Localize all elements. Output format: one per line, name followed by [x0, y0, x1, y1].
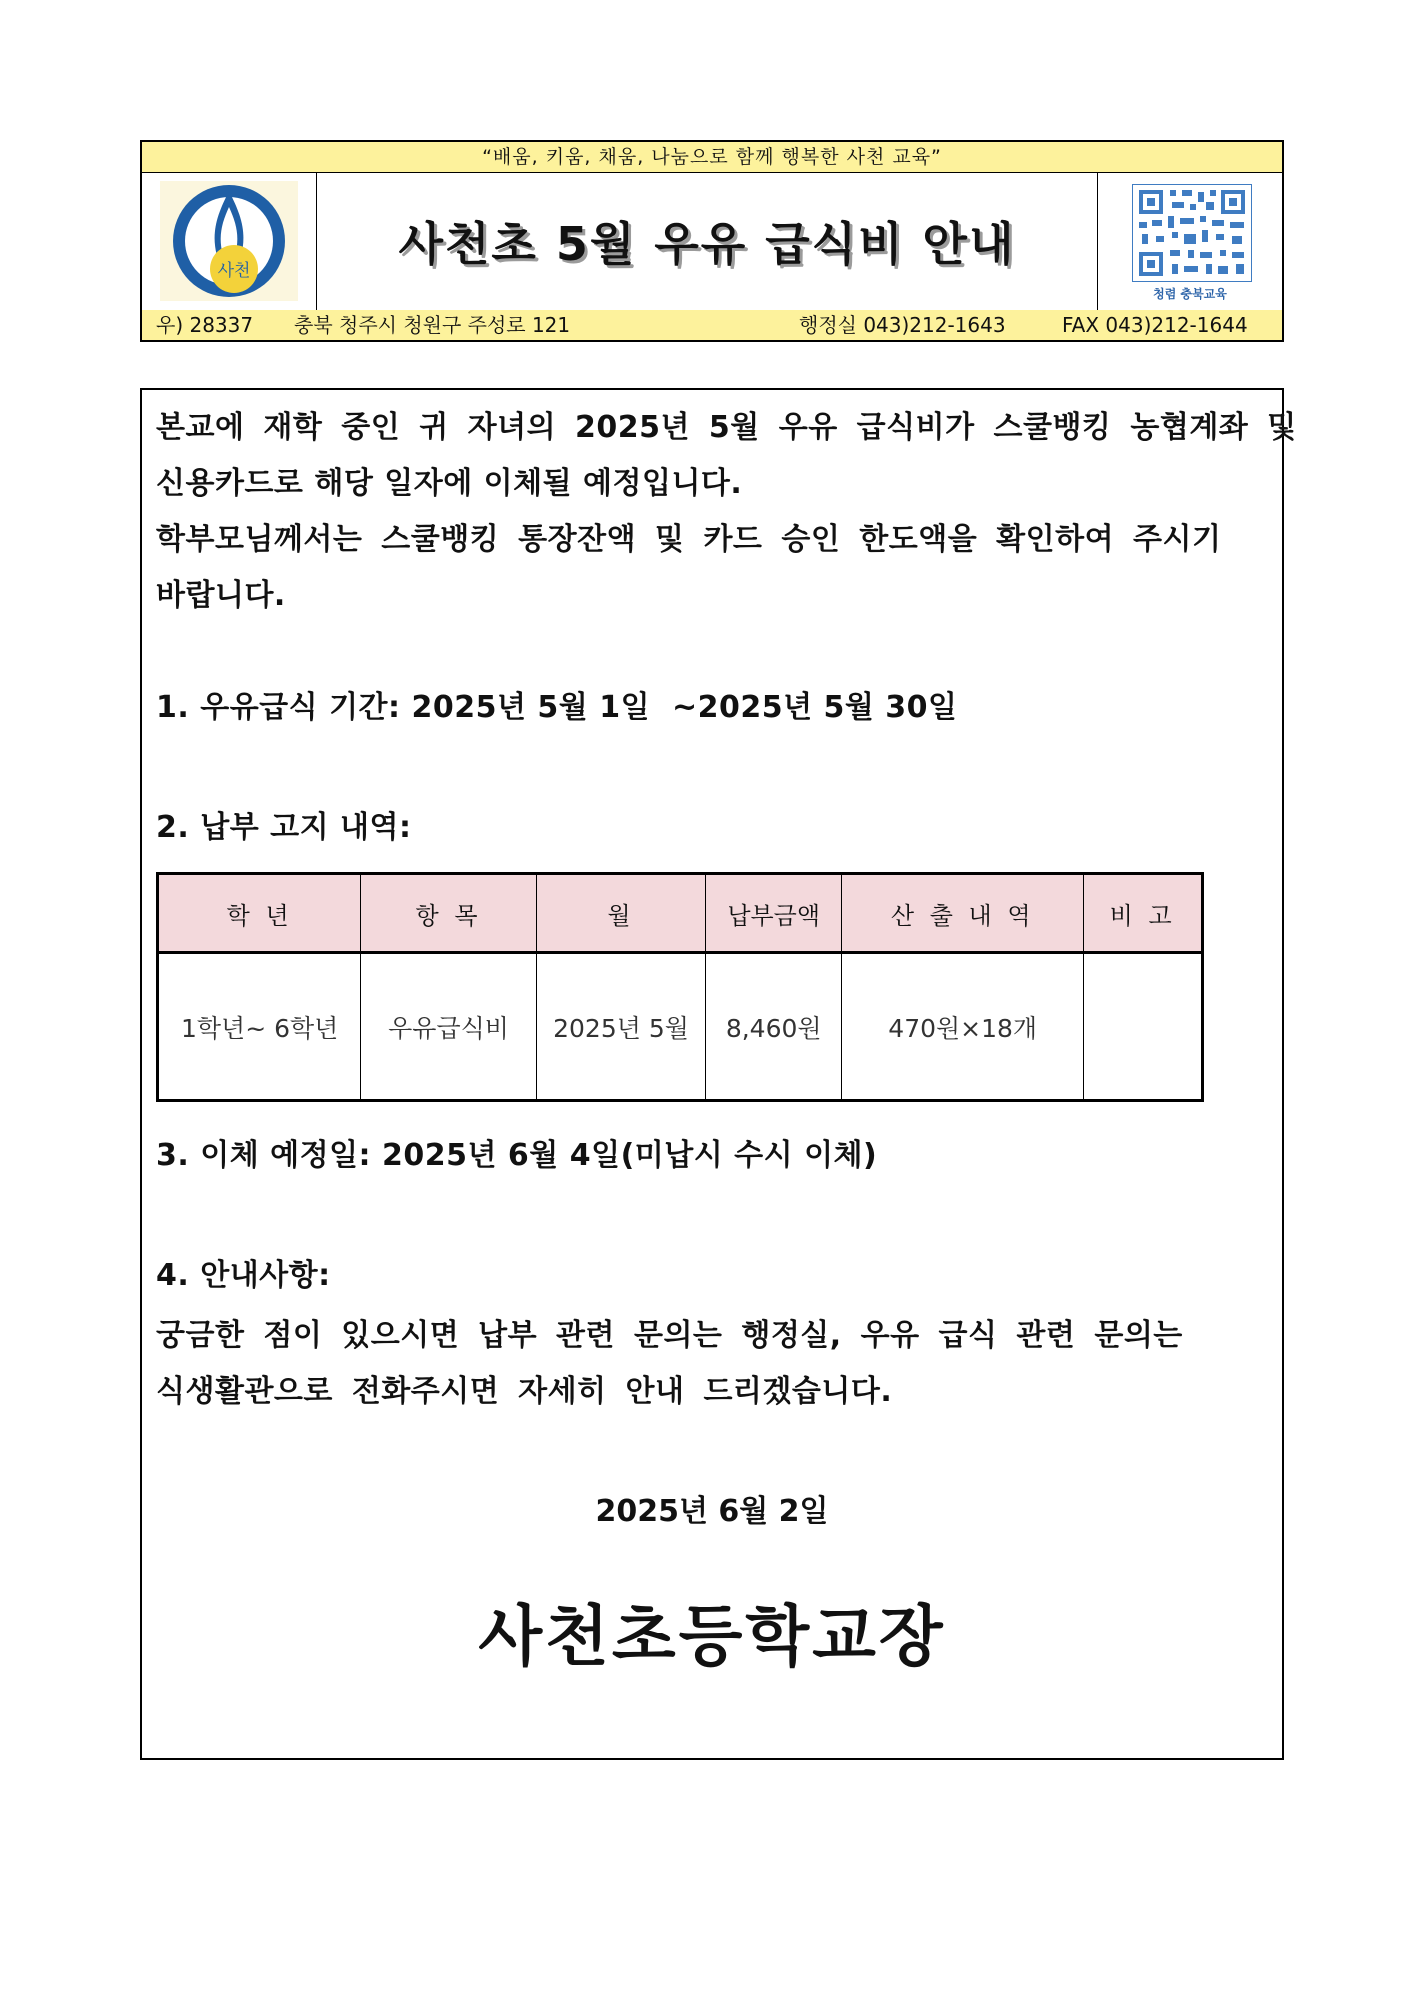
section-guide-heading: 4. 안내사항:	[156, 1258, 331, 1293]
cell-month: 2025년 5월	[536, 953, 706, 1101]
header-grade: 학 년	[158, 874, 361, 953]
issue-date: 2025년 6월 2일	[595, 1494, 829, 1529]
school-logo	[142, 172, 317, 310]
notice-body	[140, 388, 1297, 1760]
intro-line-2: 신용카드로 해당 일자에 이체될 예정입니다.	[156, 466, 743, 501]
fee-table-header-row	[158, 874, 1203, 953]
cell-calculation: 470원×18개	[842, 953, 1084, 1101]
school-address: 충북 청주시 청원구 주성로 121	[294, 313, 571, 337]
address-row	[142, 310, 1282, 340]
intro-line-4: 바랍니다.	[156, 578, 286, 613]
qr-caption: 청렴 충북교육	[1153, 287, 1227, 301]
qr-block	[1098, 172, 1282, 310]
document-title: 사천초 5월 우유 급식비 안내	[398, 217, 1016, 271]
intro-line-1: 본교에 재학 중인 귀 자녀의 2025년 5월 우유 급식비가 스쿨뱅킹 농협계좌 및	[156, 410, 1297, 445]
office-phone: 행정실 043)212-1643	[799, 313, 1006, 337]
postal-code: 우) 28337	[156, 313, 254, 337]
principal-signature: 사천초등학교장	[478, 1598, 946, 1675]
intro-line-3: 학부모님께서는 스쿨뱅킹 통장잔액 및 카드 승인 한도액을 확인하여 주시기	[156, 522, 1222, 557]
title-row	[142, 172, 1282, 311]
cell-amount: 8,460원	[706, 953, 842, 1101]
school-emblem-icon	[160, 181, 298, 301]
logo-text: 사천	[217, 261, 251, 281]
cell-remarks	[1084, 953, 1203, 1101]
section-notice-heading: 2. 납부 고지 내역:	[156, 810, 412, 845]
header-item: 항 목	[361, 874, 536, 953]
header-remarks: 비 고	[1084, 874, 1203, 953]
guide-line-1: 궁금한 점이 있으시면 납부 관련 문의는 행정실, 우유 급식 관련 문의는	[156, 1318, 1183, 1353]
section-transfer: 3. 이체 예정일: 2025년 6월 4일(미납시 수시 이체)	[156, 1138, 878, 1173]
qr-code-icon	[1132, 184, 1252, 282]
header-month: 월	[536, 874, 706, 953]
section-period: 1. 우유급식 기간: 2025년 5월 1일 ~2025년 5월 30일	[156, 690, 958, 725]
letterhead	[140, 140, 1284, 342]
header-calculation: 산 출 내 역	[842, 874, 1084, 953]
table-row	[158, 953, 1203, 1101]
cell-item: 우유급식비	[361, 953, 536, 1101]
school-motto: “배움, 키움, 채움, 나눔으로 함께 행복한 사천 교육”	[142, 142, 1282, 173]
fee-table	[156, 872, 1204, 1102]
title-cell	[317, 172, 1098, 310]
guide-line-2: 식생활관으로 전화주시면 자세히 안내 드리겠습니다.	[156, 1374, 893, 1409]
header-amount: 납부금액	[706, 874, 842, 953]
cell-grade: 1학년~ 6학년	[158, 953, 361, 1101]
fax-number: FAX 043)212-1644	[1062, 313, 1248, 337]
